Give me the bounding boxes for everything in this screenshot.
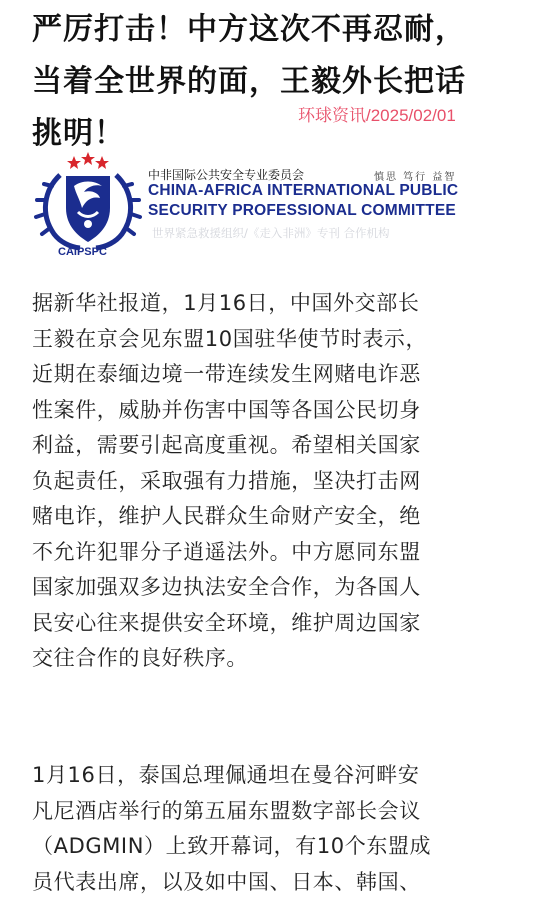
paragraph-line: 利益，需要引起高度重视。希望相关国家 [32, 433, 421, 457]
organization-faint-subtitle: 世界紧急救援组织/《走入非洲》专刊 合作机构 [152, 226, 390, 240]
paragraph-line: 性案件，威胁并伤害中国等各国公民切身 [32, 397, 421, 422]
organization-motto: 慎思 笃行 益智 [374, 172, 457, 183]
title-line: 严厉打击！中方这次不再忍耐， [32, 12, 466, 47]
paragraph-line: 负起责任，采取强有力措施，坚决打击网 [32, 468, 421, 493]
article-paragraph-1 [32, 286, 512, 677]
title-line: 当着全世界的面，王毅外长把话 [32, 64, 466, 99]
organization-name-en-line1: CHINA-AFRICA INTERNATIONAL PUBLIC [148, 182, 459, 199]
paragraph-line: 交往合作的良好秩序。 [32, 646, 248, 670]
paragraph-line: 凡尼酒店举行的第五届东盟数字部长会议 [32, 798, 421, 823]
paragraph-line: 国家加强双多边执法安全合作，为各国人 [32, 575, 421, 599]
committee-emblem-icon [30, 150, 146, 258]
source-watermark: 环球资讯/2025/02/01 [298, 106, 456, 125]
article-title [32, 4, 522, 160]
title-line: 挑明！ [32, 116, 125, 151]
paragraph-line: 民安心往来提供安全环境，维护周边国家 [32, 610, 421, 635]
paragraph-line: 据新华社报道，1月16日，中国外交部长 [32, 291, 420, 315]
article-paragraph-2 [32, 758, 512, 900]
paragraph-line: 近期在泰缅边境一带连续发生网赌电诈恶 [32, 362, 421, 386]
organization-logo-banner [30, 150, 510, 260]
emblem-label: CAIPSPC [58, 246, 107, 258]
paragraph-line: 1月16日，泰国总理佩通坦在曼谷河畔安 [32, 763, 420, 787]
paragraph-line: 王毅在京会见东盟10国驻华使节时表示， [32, 326, 428, 351]
organization-name-cn: 中非国际公共安全专业委员会 [148, 168, 305, 182]
paragraph-line: 员代表出席，以及如中国、日本、韩国、 [32, 869, 421, 894]
paragraph-line: 赌电诈，维护人民群众生命财产安全，绝 [32, 504, 421, 528]
paragraph-line: （ADGMIN）上致开幕词，有10个东盟成 [32, 834, 432, 858]
organization-name-en-line2: SECURITY PROFESSIONAL COMMITTEE [148, 202, 456, 219]
paragraph-line: 不允许犯罪分子逍遥法外。中方愿同东盟 [32, 539, 421, 564]
